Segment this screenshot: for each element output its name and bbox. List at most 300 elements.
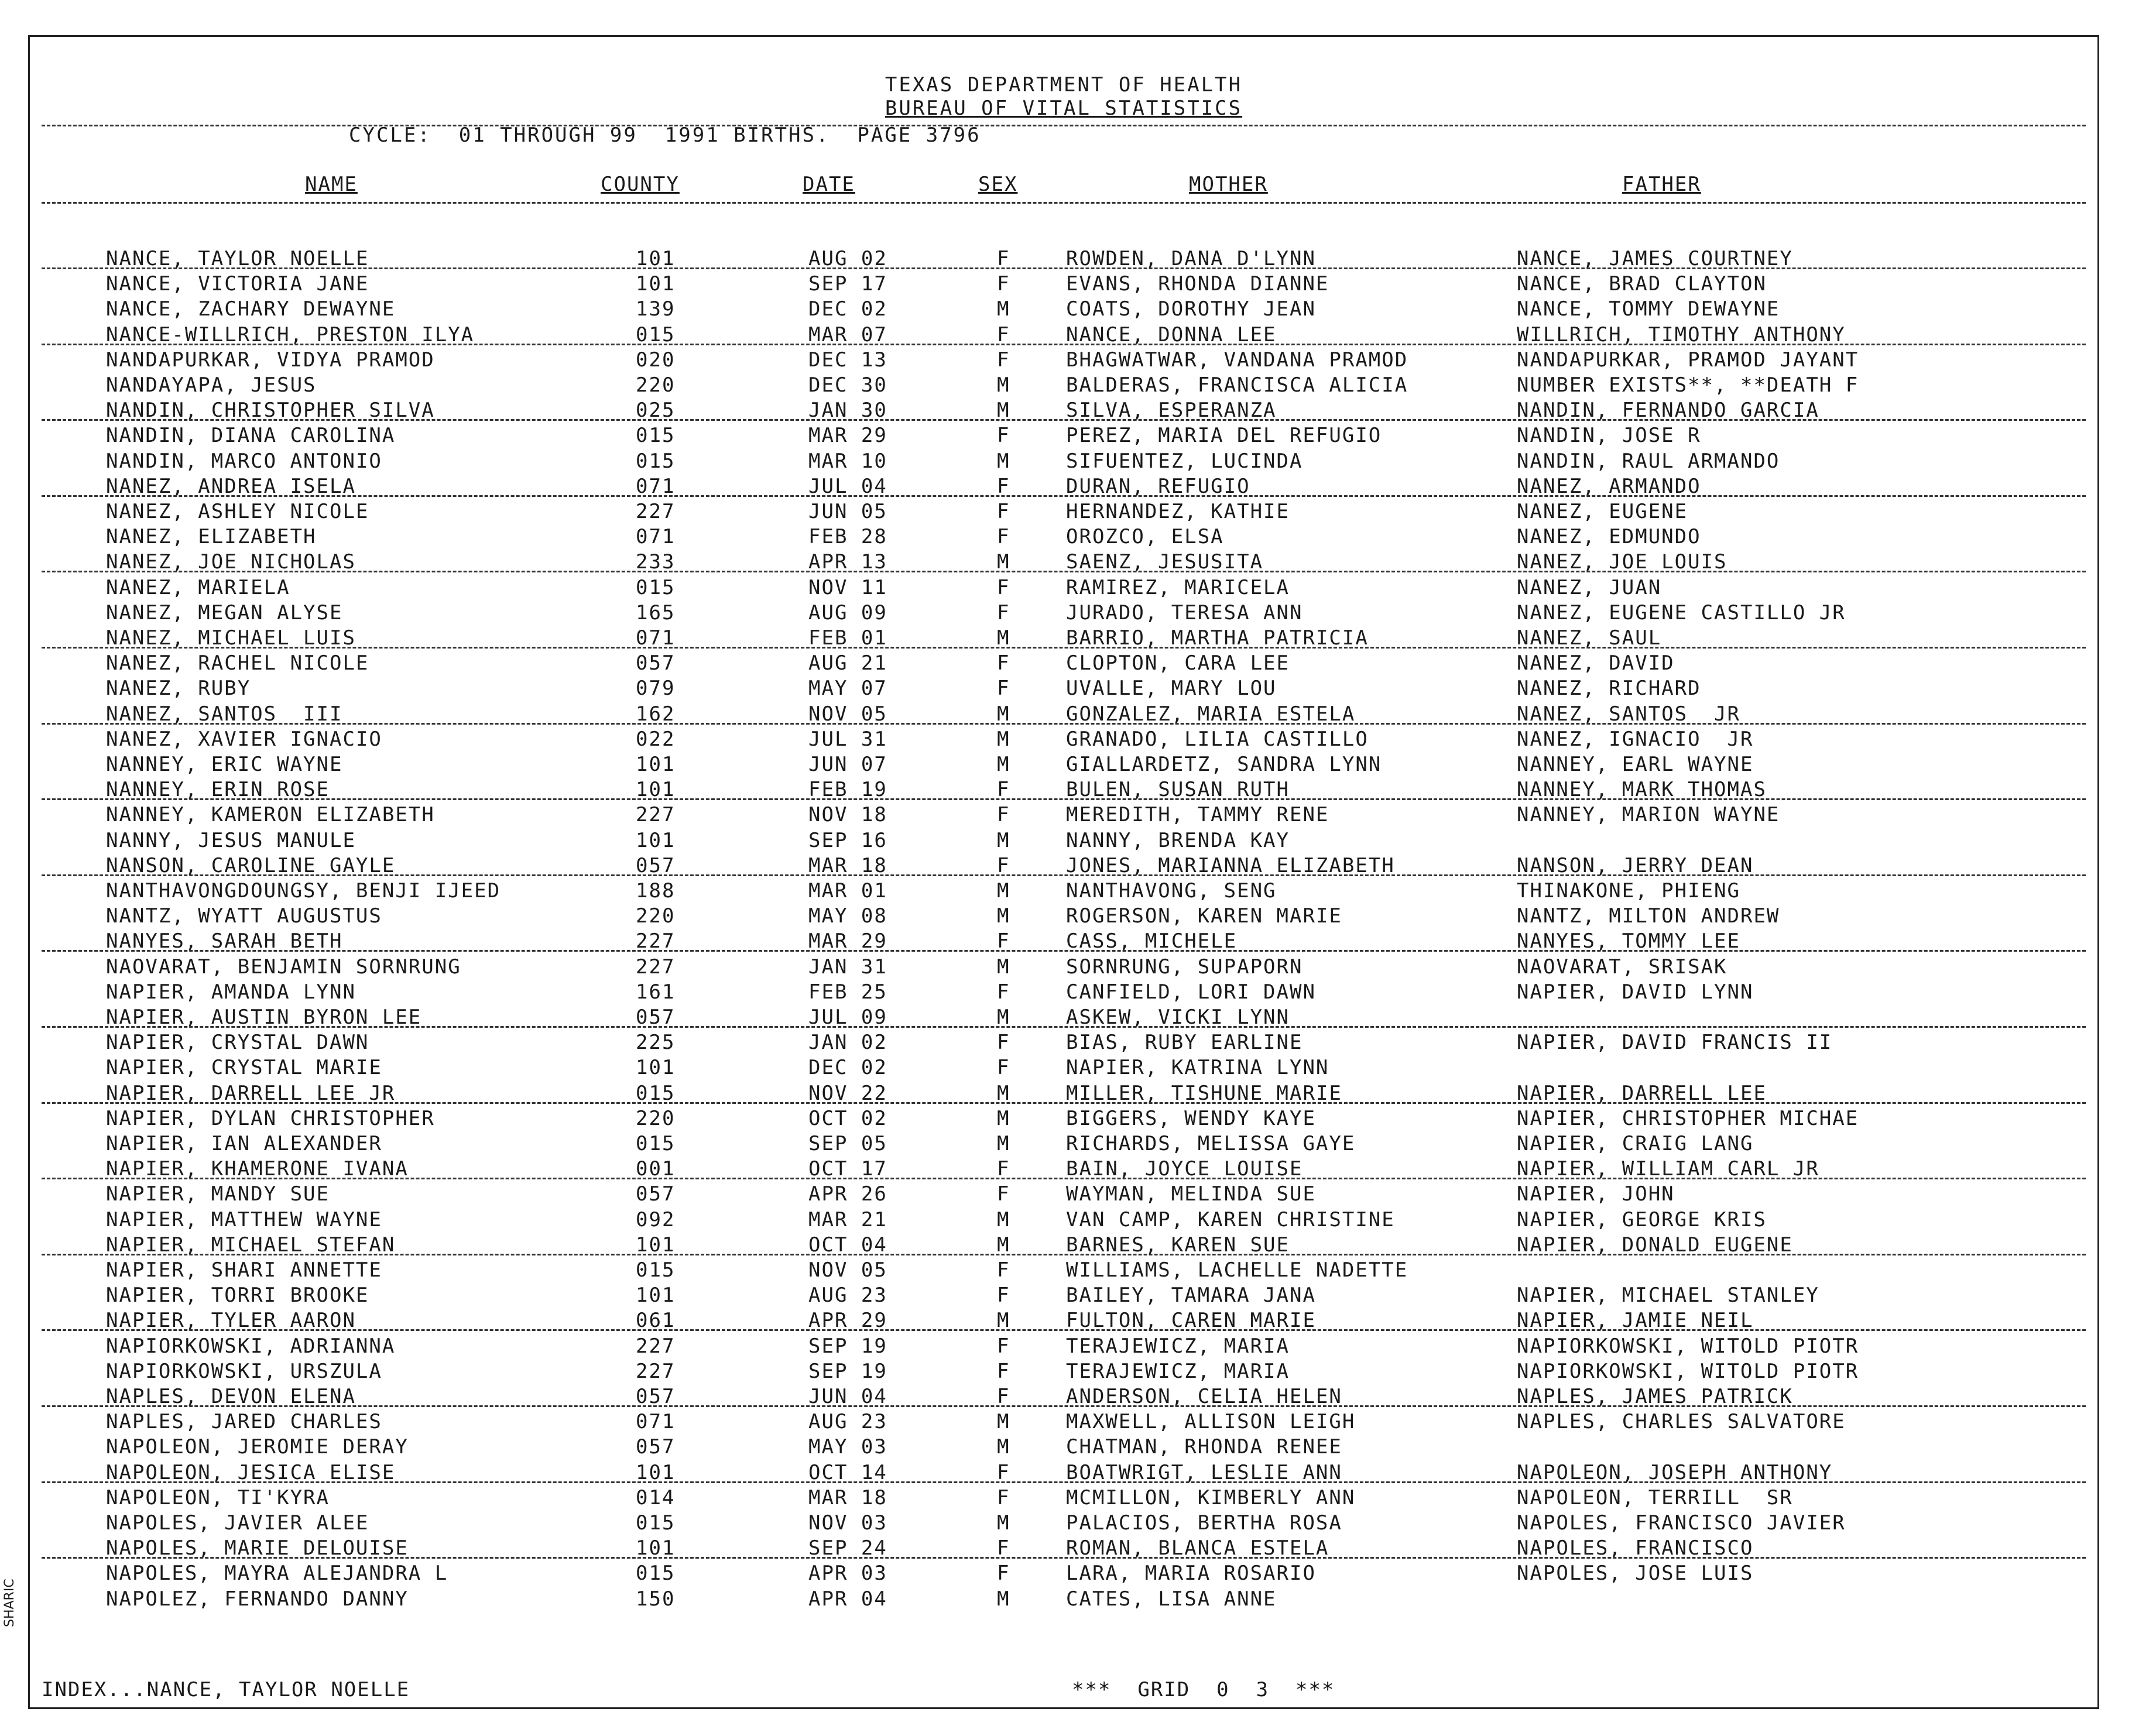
- cell-name: NANDAYAPA, JESUS: [106, 373, 317, 397]
- cell-mother: JONES, MARIANNA ELIZABETH: [1066, 853, 1395, 877]
- table-row: [30, 1384, 2097, 1409]
- cell-date: AUG 23: [808, 1284, 887, 1308]
- cell-father: NAPIORKOWSKI, WITOLD PIOTR: [1517, 1359, 1859, 1383]
- cell-sex: F: [997, 601, 1010, 625]
- cell-name: NANEZ, XAVIER IGNACIO: [106, 727, 382, 751]
- cell-name: NAPIER, DYLAN CHRISTOPHER: [106, 1106, 435, 1130]
- cell-father: NANTZ, MILTON ANDREW: [1517, 904, 1780, 928]
- side-watermark: SHARIC: [2, 1579, 17, 1627]
- column-header-name: NAME: [305, 173, 358, 196]
- cell-mother: WILLIAMS, LACHELLE NADETTE: [1066, 1258, 1408, 1282]
- cell-county: 071: [636, 525, 676, 549]
- cell-name: NAPOLEON, JESICA ELISE: [106, 1460, 396, 1484]
- cell-county: 001: [636, 1157, 676, 1181]
- cell-sex: F: [997, 1536, 1010, 1560]
- cell-mother: BALDERAS, FRANCISCA ALICIA: [1066, 373, 1408, 397]
- cell-date: MAR 21: [808, 1207, 887, 1231]
- cell-sex: M: [997, 373, 1010, 397]
- cell-county: 227: [636, 955, 676, 979]
- birth-index-page: [28, 35, 2099, 1709]
- cell-mother: NANNY, BRENDA KAY: [1066, 828, 1290, 852]
- cell-county: 015: [636, 1132, 676, 1155]
- cell-mother: TERAJEWICZ, MARIA: [1066, 1359, 1290, 1383]
- cell-father: NAPOLEON, TERRILL SR: [1517, 1485, 1793, 1509]
- cell-county: 014: [636, 1485, 676, 1509]
- grid-footer: *** GRID 0 3 ***: [1072, 1678, 1335, 1701]
- cell-name: NAPIER, CRYSTAL DAWN: [106, 1031, 369, 1055]
- cell-date: MAR 18: [808, 1485, 887, 1509]
- index-footer: INDEX...NANCE, TAYLOR NOELLE: [42, 1678, 410, 1701]
- cell-county: 220: [636, 373, 676, 397]
- cell-sex: F: [997, 1359, 1010, 1383]
- cell-sex: M: [997, 727, 1010, 751]
- cell-name: NAPIER, TYLER AARON: [106, 1309, 356, 1333]
- cell-name: NAPIER, MICHAEL STEFAN: [106, 1233, 396, 1257]
- cell-father: NANEZ, RICHARD: [1517, 677, 1701, 701]
- cell-father: NANDIN, RAUL ARMANDO: [1517, 449, 1780, 473]
- table-row: [30, 1106, 2097, 1131]
- cell-father: NANDIN, JOSE R: [1517, 424, 1701, 448]
- table-row: [30, 1359, 2097, 1384]
- cell-sex: F: [997, 1056, 1010, 1080]
- column-header-mother: MOTHER: [1189, 173, 1268, 196]
- cell-date: JUL 09: [808, 1006, 887, 1029]
- cell-date: MAR 10: [808, 449, 887, 473]
- cell-name: NANDIN, CHRISTOPHER SILVA: [106, 399, 435, 423]
- cell-mother: ROWDEN, DANA D'LYNN: [1066, 247, 1316, 270]
- cell-mother: VAN CAMP, KAREN CHRISTINE: [1066, 1207, 1395, 1231]
- cell-mother: ROGERSON, KAREN MARIE: [1066, 904, 1342, 928]
- cell-name: NANNEY, KAMERON ELIZABETH: [106, 803, 435, 827]
- cell-father: NANNEY, EARL WAYNE: [1517, 753, 1754, 776]
- cell-father: NANEZ, SANTOS JR: [1517, 702, 1740, 726]
- cell-mother: CASS, MICHELE: [1066, 929, 1238, 953]
- cell-mother: RAMIREZ, MARICELA: [1066, 575, 1290, 599]
- cell-county: 015: [636, 323, 676, 346]
- cell-father: NAPOLEON, JOSEPH ANTHONY: [1517, 1460, 1833, 1484]
- cell-mother: SORNRUNG, SUPAPORN: [1066, 955, 1303, 979]
- cell-name: NAPOLES, JAVIER ALEE: [106, 1511, 369, 1535]
- cell-name: NAPIER, IAN ALEXANDER: [106, 1132, 382, 1155]
- cell-county: 101: [636, 753, 676, 776]
- cell-county: 220: [636, 1106, 676, 1130]
- cell-date: DEC 02: [808, 297, 887, 321]
- cell-name: NAPIER, SHARI ANNETTE: [106, 1258, 382, 1282]
- cell-mother: LARA, MARIA ROSARIO: [1066, 1562, 1316, 1586]
- cell-name: NANDAPURKAR, VIDYA PRAMOD: [106, 348, 435, 372]
- cell-county: 015: [636, 449, 676, 473]
- cell-mother: MAXWELL, ALLISON LEIGH: [1066, 1410, 1356, 1434]
- cell-sex: M: [997, 1132, 1010, 1155]
- cell-sex: F: [997, 853, 1010, 877]
- cell-sex: F: [997, 980, 1010, 1004]
- cell-sex: M: [997, 702, 1010, 726]
- cell-sex: M: [997, 1207, 1010, 1231]
- cell-name: NANTHAVONGDOUNGSY, BENJI IJEED: [106, 879, 501, 903]
- cell-name: NAPLES, DEVON ELENA: [106, 1385, 356, 1408]
- cell-county: 101: [636, 272, 676, 296]
- header-divider: [42, 125, 2086, 126]
- cell-name: NANDIN, DIANA CAROLINA: [106, 424, 396, 448]
- cell-date: JUL 04: [808, 474, 887, 498]
- table-row: [30, 474, 2097, 499]
- cell-name: NANNY, JESUS MANULE: [106, 828, 356, 852]
- cell-county: 227: [636, 500, 676, 523]
- cell-sex: F: [997, 1562, 1010, 1586]
- cell-father: WILLRICH, TIMOTHY ANTHONY: [1517, 323, 1846, 346]
- column-header-father: FATHER: [1622, 173, 1701, 196]
- cell-mother: COATS, DOROTHY JEAN: [1066, 297, 1316, 321]
- table-row: [30, 1055, 2097, 1080]
- cell-name: NAPOLES, MAYRA ALEJANDRA L: [106, 1562, 448, 1586]
- cell-name: NAPIORKOWSKI, URSZULA: [106, 1359, 382, 1383]
- cell-date: APR 13: [808, 550, 887, 574]
- cell-date: JAN 02: [808, 1031, 887, 1055]
- cell-mother: JURADO, TERESA ANN: [1066, 601, 1303, 625]
- cell-father: NUMBER EXISTS**, **DEATH F: [1517, 373, 1859, 397]
- cell-father: NANSON, JERRY DEAN: [1517, 853, 1754, 877]
- cell-name: NANNEY, ERIC WAYNE: [106, 753, 343, 776]
- cell-date: NOV 05: [808, 702, 887, 726]
- cell-mother: BAIN, JOYCE LOUISE: [1066, 1157, 1303, 1181]
- cell-county: 161: [636, 980, 676, 1004]
- cell-name: NANEZ, ASHLEY NICOLE: [106, 500, 369, 523]
- cell-date: MAR 29: [808, 929, 887, 953]
- cell-father: NAPIER, WILLIAM CARL JR: [1517, 1157, 1819, 1181]
- cell-date: SEP 19: [808, 1359, 887, 1383]
- cell-date: SEP 05: [808, 1132, 887, 1155]
- cell-father: NANNEY, MARK THOMAS: [1517, 778, 1767, 802]
- cell-date: NOV 03: [808, 1511, 887, 1535]
- table-row: [30, 1283, 2097, 1308]
- cell-sex: M: [997, 1309, 1010, 1333]
- cell-county: 057: [636, 1182, 676, 1206]
- cell-sex: M: [997, 753, 1010, 776]
- column-header-date: DATE: [803, 173, 855, 196]
- cell-sex: M: [997, 297, 1010, 321]
- table-row: [30, 955, 2097, 979]
- cell-date: MAR 07: [808, 323, 887, 346]
- cell-name: NAPOLEON, TI'KYRA: [106, 1485, 330, 1509]
- table-row: [30, 1005, 2097, 1030]
- table-row: [30, 499, 2097, 524]
- cell-mother: NAPIER, KATRINA LYNN: [1066, 1056, 1329, 1080]
- cell-sex: M: [997, 955, 1010, 979]
- cell-sex: F: [997, 323, 1010, 346]
- cell-date: SEP 16: [808, 828, 887, 852]
- cell-mother: BOATWRIGT, LESLIE ANN: [1066, 1460, 1342, 1484]
- column-header-sex: SEX: [978, 173, 1018, 196]
- cell-name: NANEZ, RACHEL NICOLE: [106, 651, 369, 675]
- cell-county: 015: [636, 424, 676, 448]
- table-row: [30, 1258, 2097, 1282]
- cell-date: DEC 13: [808, 348, 887, 372]
- cell-name: NAPIER, DARRELL LEE JR: [106, 1081, 396, 1105]
- cell-county: 227: [636, 1359, 676, 1383]
- cell-name: NAPIER, TORRI BROOKE: [106, 1284, 369, 1308]
- cell-date: SEP 17: [808, 272, 887, 296]
- cell-sex: F: [997, 348, 1010, 372]
- cell-father: NANDAPURKAR, PRAMOD JAYANT: [1517, 348, 1859, 372]
- cell-sex: F: [997, 1485, 1010, 1509]
- table-row: [30, 1536, 2097, 1560]
- table-row: [30, 727, 2097, 752]
- cell-father: NAPIER, DARRELL LEE: [1517, 1081, 1767, 1105]
- cell-father: NAPIER, JOHN: [1517, 1182, 1675, 1206]
- cell-date: NOV 05: [808, 1258, 887, 1282]
- cell-sex: M: [997, 449, 1010, 473]
- cell-sex: M: [997, 1006, 1010, 1029]
- cell-date: OCT 14: [808, 1460, 887, 1484]
- table-row: [30, 1157, 2097, 1181]
- cell-county: 057: [636, 853, 676, 877]
- cell-mother: NANCE, DONNA LEE: [1066, 323, 1277, 346]
- cell-sex: F: [997, 1157, 1010, 1181]
- cell-county: 057: [636, 1385, 676, 1408]
- cell-sex: F: [997, 525, 1010, 549]
- cell-county: 188: [636, 879, 676, 903]
- cell-date: AUG 21: [808, 651, 887, 675]
- cell-name: NAPOLEON, JEROMIE DERAY: [106, 1435, 409, 1459]
- cell-sex: F: [997, 575, 1010, 599]
- cell-sex: F: [997, 651, 1010, 675]
- table-row: [30, 651, 2097, 675]
- cell-father: NANNEY, MARION WAYNE: [1517, 803, 1780, 827]
- cell-father: NAPOLES, FRANCISCO: [1517, 1536, 1754, 1560]
- cell-date: DEC 02: [808, 1056, 887, 1080]
- cell-name: NANEZ, SANTOS III: [106, 702, 343, 726]
- cell-father: NAPIER, GEORGE KRIS: [1517, 1207, 1767, 1231]
- table-row: [30, 1233, 2097, 1257]
- table-row: [30, 1511, 2097, 1535]
- cell-county: 101: [636, 828, 676, 852]
- cell-mother: SAENZ, JESUSITA: [1066, 550, 1264, 574]
- cell-date: SEP 19: [808, 1334, 887, 1358]
- cell-date: MAY 08: [808, 904, 887, 928]
- cell-date: JAN 31: [808, 955, 887, 979]
- table-row: [30, 575, 2097, 600]
- cell-mother: ROMAN, BLANCA ESTELA: [1066, 1536, 1329, 1560]
- cell-father: NANEZ, SAUL: [1517, 626, 1662, 650]
- cell-mother: SIFUENTEZ, LUCINDA: [1066, 449, 1303, 473]
- cell-name: NANDIN, MARCO ANTONIO: [106, 449, 382, 473]
- cell-county: 101: [636, 778, 676, 802]
- cell-sex: F: [997, 803, 1010, 827]
- cell-county: 015: [636, 1081, 676, 1105]
- cell-date: APR 03: [808, 1562, 887, 1586]
- table-row: [30, 904, 2097, 928]
- cell-date: OCT 17: [808, 1157, 887, 1181]
- cell-mother: MILLER, TISHUNE MARIE: [1066, 1081, 1342, 1105]
- cell-date: APR 29: [808, 1309, 887, 1333]
- cell-county: 071: [636, 1410, 676, 1434]
- table-row: [30, 398, 2097, 423]
- cell-father: NAPOLES, FRANCISCO JAVIER: [1517, 1511, 1846, 1535]
- cell-father: NANEZ, JUAN: [1517, 575, 1662, 599]
- cell-sex: F: [997, 272, 1010, 296]
- table-row: [30, 752, 2097, 777]
- cell-father: NAPIER, DAVID FRANCIS II: [1517, 1031, 1833, 1055]
- cell-date: APR 04: [808, 1587, 887, 1611]
- cell-county: 139: [636, 297, 676, 321]
- table-row: [30, 828, 2097, 853]
- cell-date: OCT 02: [808, 1106, 887, 1130]
- table-row: [30, 676, 2097, 701]
- cycle-line: CYCLE: 01 THROUGH 99 1991 BIRTHS. PAGE 3796: [349, 123, 981, 147]
- cell-mother: CATES, LISA ANNE: [1066, 1587, 1277, 1611]
- cell-name: NANEZ, MARIELA: [106, 575, 290, 599]
- cell-county: 227: [636, 1334, 676, 1358]
- cell-county: 101: [636, 1233, 676, 1257]
- cell-father: NAPIER, MICHAEL STANLEY: [1517, 1284, 1819, 1308]
- cell-county: 079: [636, 677, 676, 701]
- cell-county: 015: [636, 1511, 676, 1535]
- cell-sex: F: [997, 474, 1010, 498]
- cell-date: FEB 01: [808, 626, 887, 650]
- cell-mother: BIAS, RUBY EARLINE: [1066, 1031, 1303, 1055]
- cell-father: NANEZ, IGNACIO JR: [1517, 727, 1754, 751]
- cell-sex: M: [997, 399, 1010, 423]
- cell-date: JUN 07: [808, 753, 887, 776]
- cell-father: NAPIORKOWSKI, WITOLD PIOTR: [1517, 1334, 1859, 1358]
- cell-date: DEC 30: [808, 373, 887, 397]
- cell-name: NAPIER, AUSTIN BYRON LEE: [106, 1006, 422, 1029]
- cell-county: 162: [636, 702, 676, 726]
- cell-father: NAPIER, CRAIG LANG: [1517, 1132, 1754, 1155]
- cell-name: NANCE, TAYLOR NOELLE: [106, 247, 369, 270]
- cell-father: NANCE, JAMES COURTNEY: [1517, 247, 1793, 270]
- table-row: [30, 1182, 2097, 1206]
- cell-name: NAPIER, MANDY SUE: [106, 1182, 330, 1206]
- cell-county: 057: [636, 1435, 676, 1459]
- cell-sex: M: [997, 879, 1010, 903]
- table-row: [30, 601, 2097, 625]
- cell-mother: BHAGWATWAR, VANDANA PRAMOD: [1066, 348, 1408, 372]
- table-row: [30, 524, 2097, 549]
- table-row: [30, 323, 2097, 347]
- cell-sex: F: [997, 778, 1010, 802]
- table-row: [30, 272, 2097, 296]
- cell-sex: M: [997, 1233, 1010, 1257]
- cell-sex: M: [997, 1511, 1010, 1535]
- cell-sex: F: [997, 1031, 1010, 1055]
- cell-mother: MEREDITH, TAMMY RENE: [1066, 803, 1329, 827]
- cell-county: 101: [636, 1460, 676, 1484]
- cell-date: AUG 09: [808, 601, 887, 625]
- cell-name: NANSON, CAROLINE GAYLE: [106, 853, 396, 877]
- cell-sex: F: [997, 1334, 1010, 1358]
- cell-county: 015: [636, 1258, 676, 1282]
- table-row: [30, 1587, 2097, 1611]
- table-row: [30, 246, 2097, 271]
- cell-date: MAY 03: [808, 1435, 887, 1459]
- cell-name: NANCE, VICTORIA JANE: [106, 272, 369, 296]
- table-row: [30, 373, 2097, 397]
- cell-sex: F: [997, 1182, 1010, 1206]
- cell-father: NANEZ, EUGENE: [1517, 500, 1688, 523]
- table-row: [30, 879, 2097, 903]
- cell-county: 101: [636, 1536, 676, 1560]
- cell-mother: BARRIO, MARTHA PATRICIA: [1066, 626, 1369, 650]
- cell-sex: M: [997, 904, 1010, 928]
- cell-county: 015: [636, 1562, 676, 1586]
- cell-sex: F: [997, 247, 1010, 270]
- table-row: [30, 1131, 2097, 1156]
- cell-mother: SILVA, ESPERANZA: [1066, 399, 1277, 423]
- cell-mother: FULTON, CAREN MARIE: [1066, 1309, 1316, 1333]
- cell-mother: BIGGERS, WENDY KAYE: [1066, 1106, 1316, 1130]
- cell-father: NAPLES, JAMES PATRICK: [1517, 1385, 1793, 1408]
- cell-date: JUN 05: [808, 500, 887, 523]
- cell-name: NAPIER, CRYSTAL MARIE: [106, 1056, 382, 1080]
- cell-sex: M: [997, 1435, 1010, 1459]
- table-row: [30, 1308, 2097, 1333]
- cell-mother: CHATMAN, RHONDA RENEE: [1066, 1435, 1342, 1459]
- cell-date: AUG 02: [808, 247, 887, 270]
- cell-date: FEB 19: [808, 778, 887, 802]
- cell-mother: GONZALEZ, MARIA ESTELA: [1066, 702, 1356, 726]
- table-row: [30, 1485, 2097, 1510]
- cell-father: NANEZ, JOE LOUIS: [1517, 550, 1727, 574]
- cell-date: MAR 18: [808, 853, 887, 877]
- cell-sex: M: [997, 1106, 1010, 1130]
- cell-name: NANYES, SARAH BETH: [106, 929, 343, 953]
- cell-date: MAR 01: [808, 879, 887, 903]
- cell-date: NOV 22: [808, 1081, 887, 1105]
- cell-date: NOV 18: [808, 803, 887, 827]
- cell-date: OCT 04: [808, 1233, 887, 1257]
- table-row: [30, 1435, 2097, 1459]
- cell-mother: UVALLE, MARY LOU: [1066, 677, 1277, 701]
- cell-mother: EVANS, RHONDA DIANNE: [1066, 272, 1329, 296]
- cell-mother: WAYMAN, MELINDA SUE: [1066, 1182, 1316, 1206]
- table-row: [30, 802, 2097, 827]
- cell-father: NAPIER, CHRISTOPHER MICHAE: [1517, 1106, 1859, 1130]
- cell-name: NAPIER, AMANDA LYNN: [106, 980, 356, 1004]
- cell-father: NANYES, TOMMY LEE: [1517, 929, 1740, 953]
- cell-date: JUL 31: [808, 727, 887, 751]
- cell-county: 071: [636, 626, 676, 650]
- table-row: [30, 929, 2097, 953]
- table-row: [30, 853, 2097, 878]
- cell-father: NAPIER, JAMIE NEIL: [1517, 1309, 1754, 1333]
- cell-county: 233: [636, 550, 676, 574]
- cell-name: NANEZ, JOE NICHOLAS: [106, 550, 356, 574]
- table-row: [30, 1460, 2097, 1485]
- cell-county: 071: [636, 474, 676, 498]
- cell-name: NAPLES, JARED CHARLES: [106, 1410, 382, 1434]
- cell-sex: F: [997, 424, 1010, 448]
- cell-mother: ASKEW, VICKI LYNN: [1066, 1006, 1290, 1029]
- cell-mother: MCMILLON, KIMBERLY ANN: [1066, 1485, 1356, 1509]
- cell-name: NANEZ, ANDREA ISELA: [106, 474, 356, 498]
- table-row: [30, 980, 2097, 1004]
- cell-father: NANCE, BRAD CLAYTON: [1517, 272, 1767, 296]
- cell-mother: BARNES, KAREN SUE: [1066, 1233, 1290, 1257]
- cell-county: 227: [636, 929, 676, 953]
- cell-father: NANEZ, DAVID: [1517, 651, 1675, 675]
- cell-county: 101: [636, 1284, 676, 1308]
- cell-county: 220: [636, 904, 676, 928]
- cell-name: NAOVARAT, BENJAMIN SORNRUNG: [106, 955, 461, 979]
- table-row: [30, 449, 2097, 474]
- cell-sex: F: [997, 1385, 1010, 1408]
- cell-father: NAPIER, DONALD EUGENE: [1517, 1233, 1793, 1257]
- table-row: [30, 777, 2097, 802]
- cell-name: NANEZ, MICHAEL LUIS: [106, 626, 356, 650]
- table-row: [30, 1207, 2097, 1232]
- cell-father: NAPIER, DAVID LYNN: [1517, 980, 1754, 1004]
